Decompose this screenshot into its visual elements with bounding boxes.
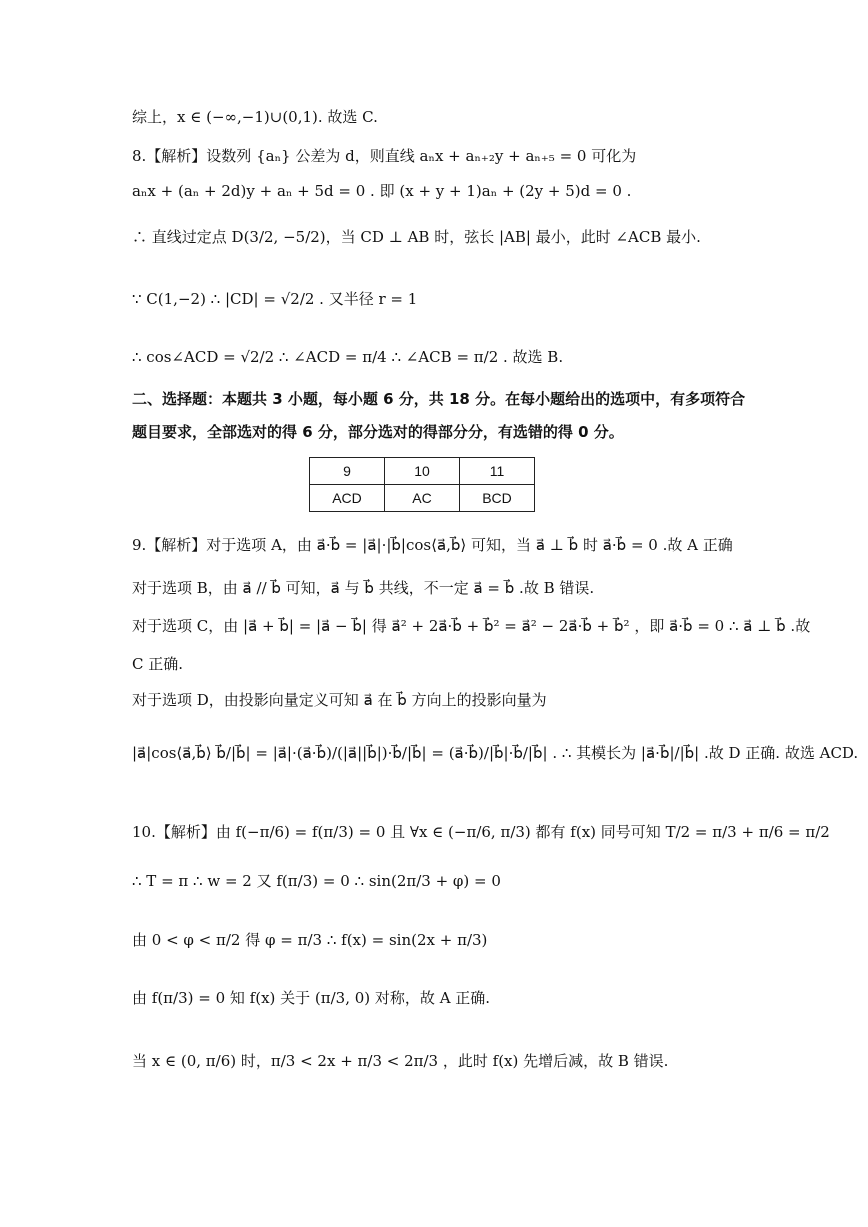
answer-cell: ACD <box>310 485 385 512</box>
text-line: 10.【解析】由 f(−π/6) = f(π/3) = 0 且 ∀x ∈ (−π/6, π/3) 都有 f(x) 同号可知 T/2 = π/3 + π/6 = π/2 <box>132 823 830 841</box>
text-line: 对于选项 D，由投影向量定义可知 a⃗ 在 b⃗ 方向上的投影向量为 <box>132 691 547 709</box>
text-line: ∴ cos∠ACD = √2/2 ∴ ∠ACD = π/4 ∴ ∠ACB = π/2 . 故选 B. <box>132 348 564 366</box>
text-line: aₙx + (aₙ + 2d)y + aₙ + 5d = 0 . 即 (x + y + 1)aₙ + (2y + 5)d = 0 . <box>132 182 632 200</box>
question-number-cell: 9 <box>310 458 385 485</box>
answer-table <box>309 457 535 512</box>
text-line: 当 x ∈ (0, π/6) 时，π/3 < 2x + π/3 < 2π/3 ，此时 f(x) 先增后减，故 B 错误. <box>132 1052 669 1070</box>
text-line: C 正确. <box>132 655 184 673</box>
text-line: 8.【解析】设数列 {aₙ} 公差为 d，则直线 aₙx + aₙ₊₂y + aₙ₊₅ = 0 可化为 <box>132 147 637 165</box>
text-line: 对于选项 C，由 |a⃗ + b⃗| = |a⃗ − b⃗| 得 a⃗² + 2a⃗·b⃗ + b⃗² = a⃗² − 2a⃗·b⃗ + b⃗² ，即 a⃗·b⃗ = 0 ∴ a⃗ ⊥ b⃗ .故 <box>132 617 811 635</box>
text-line: ∵ C(1,−2) ∴ |CD| = √2/2 . 又半径 r = 1 <box>132 290 418 308</box>
question-number-cell: 11 <box>460 458 535 485</box>
section-heading: 二、选择题：本题共 3 小题，每小题 6 分，共 18 分。在每小题给出的选项中，有多项符合 <box>132 390 746 408</box>
answer-table-header-row <box>310 458 535 485</box>
text-line: |a⃗|cos⟨a⃗,b⃗⟩ b⃗/|b⃗| = |a⃗|·(a⃗·b⃗)/(|a⃗||b⃗|)·b⃗/|b⃗| = (a⃗·b⃗)/|b⃗|·b⃗/|b⃗| . ∴ 其模长为 |a⃗·b⃗|/|b⃗| .故 D 正确. 故选 ACD. <box>132 744 859 762</box>
section-heading: 题目要求，全部选对的得 6 分，部分选对的得部分分，有选错的得 0 分。 <box>132 423 624 441</box>
text-line: 由 f(π/3) = 0 知 f(x) 关于 (π/3, 0) 对称，故 A 正确. <box>132 989 491 1007</box>
question-number-cell: 10 <box>385 458 460 485</box>
text-line: 对于选项 B，由 a⃗ // b⃗ 可知，a⃗ 与 b⃗ 共线，不一定 a⃗ = b⃗ .故 B 错误. <box>132 579 595 597</box>
text-line: 由 0 < φ < π/2 得 φ = π/3 ∴ f(x) = sin(2x + π/3) <box>132 931 488 949</box>
text-line: ∴ T = π ∴ w = 2 又 f(π/3) = 0 ∴ sin(2π/3 + φ) = 0 <box>132 872 501 890</box>
answer-table-answer-row <box>310 485 535 512</box>
text-line: ∴ 直线过定点 D(3/2, −5/2)，当 CD ⊥ AB 时，弦长 |AB| 最小，此时 ∠ACB 最小. <box>132 228 701 246</box>
text-line: 综上，x ∈ (−∞,−1)∪(0,1). 故选 C. <box>132 108 378 126</box>
answer-cell: AC <box>385 485 460 512</box>
text-line: 9.【解析】对于选项 A，由 a⃗·b⃗ = |a⃗|·|b⃗|cos⟨a⃗,b⃗⟩ 可知，当 a⃗ ⊥ b⃗ 时 a⃗·b⃗ = 0 .故 A 正确 <box>132 536 733 554</box>
answer-cell: BCD <box>460 485 535 512</box>
